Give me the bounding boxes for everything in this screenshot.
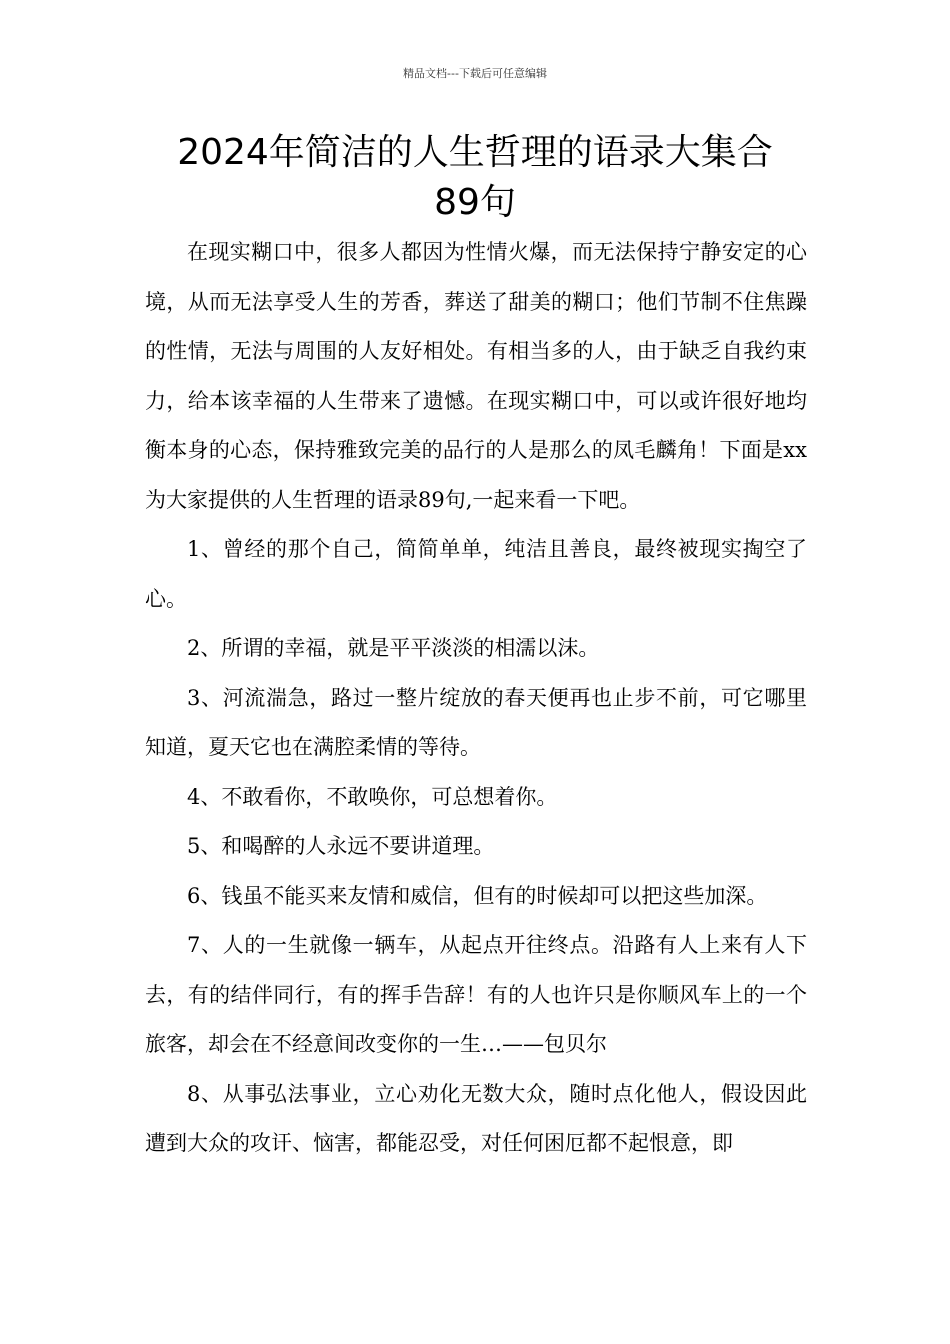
quote-paragraph: 3、河流湍急，路过一整片绽放的春天便再也止步不前，可它哪里知道，夏天它也在满腔柔情的等待。	[145, 685, 807, 759]
document-title	[120, 128, 830, 228]
quote-paragraph: 4、不敢看你，不敢唤你，可总想着你。	[187, 784, 558, 809]
quote-paragraph: 1、曾经的那个自己，简简单单，纯洁且善良，最终被现实掏空了心。	[145, 537, 807, 611]
document-body	[145, 228, 807, 1169]
title-line-1: 2024年简洁的人生哲理的语录大集合	[177, 132, 773, 173]
title-line-2: 89句	[434, 182, 516, 223]
quote-paragraph: 6、钱虽不能买来友情和威信，但有的时候却可以把这些加深。	[187, 883, 768, 908]
quote-paragraph: 8、从事弘法事业，立心劝化无数大众，随时点化他人，假设因此遭到大众的攻讦、恼害，都能忍受，对任何困厄都不起恨意，即	[145, 1081, 807, 1155]
quote-paragraph: 5、和喝醉的人永远不要讲道理。	[187, 834, 495, 858]
intro-paragraph: 在现实糊口中，很多人都因为性情火爆，而无法保持宁静安定的心境，从而无法享受人生的芳香，葬送了甜美的糊口；他们节制不住焦躁的性情，无法与周围的人友好相处。有相当多的人，由于缺乏自我约束力，给本该幸福的人生带来了遗憾。在现实糊口中，可以或许很好地均衡本身的心态，保持雅致完美的品行的人是那么的凤毛麟角！下面是xx为大家提供的人生哲理的语录89句,一起来看一下吧。	[145, 240, 807, 512]
quote-paragraph: 7、人的一生就像一辆车，从起点开往终点。沿路有人上来有人下去，有的结伴同行，有的挥手告辞！有的人也许只是你顺风车上的一个旅客，却会在不经意间改变你的一生…——包贝尔	[145, 933, 807, 1056]
quote-paragraph: 2、所谓的幸福，就是平平淡淡的相濡以沫。	[187, 636, 600, 660]
header-note: 精品文档---下载后可任意编辑	[403, 67, 547, 80]
